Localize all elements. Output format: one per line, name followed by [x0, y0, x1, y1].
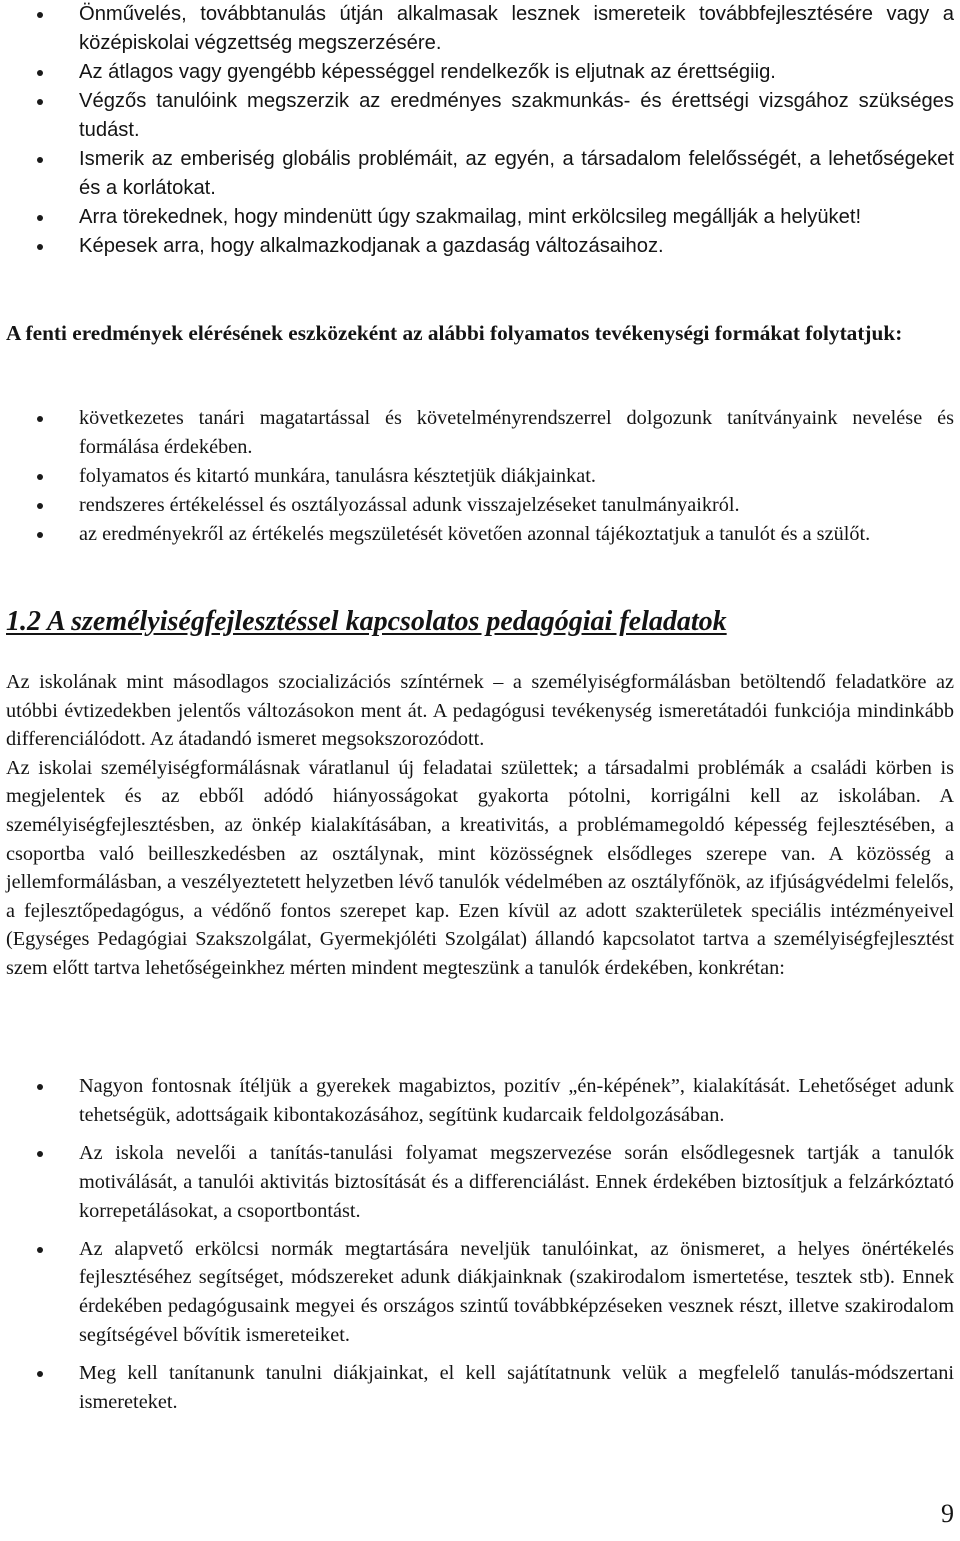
list-item: Az alapvető erkölcsi normák megtartására neveljük tanulóinkat, az önismeret, a helyes önértékelés fejlesztéséhez segítséget, módszereket adunk diákjainknak (szakirodalom ismertetése, tesztek stb). Ennek érdekében pedagógusaink megyei és országos szintű továbbképzéseken vesznek részt, illetve szakirodalom segítségével bővítik ismereteiket. — [6, 1235, 954, 1351]
list-item: Ismerik az emberiség globális problémáit, az egyén, a társadalom felelősségét, a lehetőségeket és a korlátokat. — [6, 145, 954, 203]
section-heading: 1.2 A személyiségfejlesztéssel kapcsolatos pedagógiai feladatok — [6, 606, 727, 637]
list-item: rendszeres értékeléssel és osztályozással adunk visszajelzéseket tanulmányaikról. — [6, 491, 954, 520]
list-item: Arra törekednek, hogy mindenütt úgy szakmailag, mint erkölcsileg megállják a helyüket! — [6, 203, 954, 232]
body-text — [6, 668, 954, 983]
list-item: Meg kell tanítanunk tanulni diákjainkat, el kell sajátítatnunk velük a megfelelő tanulás-módszertani ismereteket. — [6, 1359, 954, 1417]
list-item: Az átlagos vagy gyengébb képességgel rendelkezők is eljutnak az érettségiig. — [6, 58, 954, 87]
outcomes-list — [6, 0, 954, 261]
list-item: az eredményekről az értékelés megszületését követően azonnal tájékoztatjuk a tanulót és a szülőt. — [6, 520, 954, 549]
list-item: folyamatos és kitartó munkára, tanulásra késztetjük diákjainkat. — [6, 462, 954, 491]
paragraph: Az iskolai személyiségformálásnak váratlanul új feladatai születtek; a társadalmi problémák a családi körben is megjelentek és az ebből adódó hiányosságokat gyakorta pótolni, korrigálni kell az iskolában. A személyiségfejlesztésben, az önkép kialakításában, a kreativitás, a problémamegoldó képesség fejlesztésében, a csoportba való beilleszkedésben az osztálynak, mint közösségnek elsődleges szerepe van. A közösség a jellemformálásban, a veszélyeztetett helyzetben lévő tanulók védelmében az osztályfőnök, az ifjúságvédelmi felelős, a fejlesztőpedagógus, a védőnő fontos szerepet kap. Ezen kívül az adott szakterületek speciális intézményeivel (Egységes Pedagógiai Szakszolgálat, Gyermekjóléti Szolgálat) állandó kapcsolatot tartva a személyiségfejlesztést szem előtt tartva lehetőségeinkhez mérten mindent megteszünk a tanulók érdekében, konkrétan: — [6, 756, 954, 979]
list-item: Az iskola nevelői a tanítás-tanulási folyamat megszervezése során elsődlegesnek tartják a tanulók motiválását, a tanulói aktivitás biztosítását és a differenciálást. Ennek érdekében biztosítjuk a felzárkóztató korrepetálásokat, a csoportbontást. — [6, 1139, 954, 1226]
activities-list — [6, 404, 954, 549]
list-item: Nagyon fontosnak ítéljük a gyerekek magabiztos, pozitív „én-képének”, kialakítását. Lehetőséget adunk tehetségük, adottságaik kibontakozásához, segítünk kudarcaik feldolgozásában. — [6, 1072, 954, 1130]
list-item: Végzős tanulóink megszerzik az eredményes szakmunkás- és érettségi vizsgához szükséges tudást. — [6, 87, 954, 145]
paragraph: Az iskolának mint másodlagos szocializációs színtérnek – a személyiségformálásban betöltendő feladatköre az utóbbi évtizedekben jelentős változásokon ment át. A pedagógusi tevékenység ismeretátadói funkciója mindinkább differenciálódott. Az átadandó ismeret megsokszorozódott. — [6, 671, 954, 751]
intro-bold-paragraph: A fenti eredmények elérésének eszközeként az alábbi folyamatos tevékenységi formákat folytatjuk: — [6, 321, 903, 345]
list-item: következetes tanári magatartással és követelményrendszerrel dolgozunk tanítványaink nevelése és formálása érdekében. — [6, 404, 954, 462]
list-item: Önművelés, továbbtanulás útján alkalmasak lesznek ismereteik továbbfejlesztésére vagy a középiskolai végzettség megszerzésére. — [6, 0, 954, 58]
list-item: Képesek arra, hogy alkalmazkodjanak a gazdaság változásaihoz. — [6, 232, 954, 261]
tasks-list — [6, 1072, 954, 1426]
page-number: 9 — [941, 1499, 954, 1528]
